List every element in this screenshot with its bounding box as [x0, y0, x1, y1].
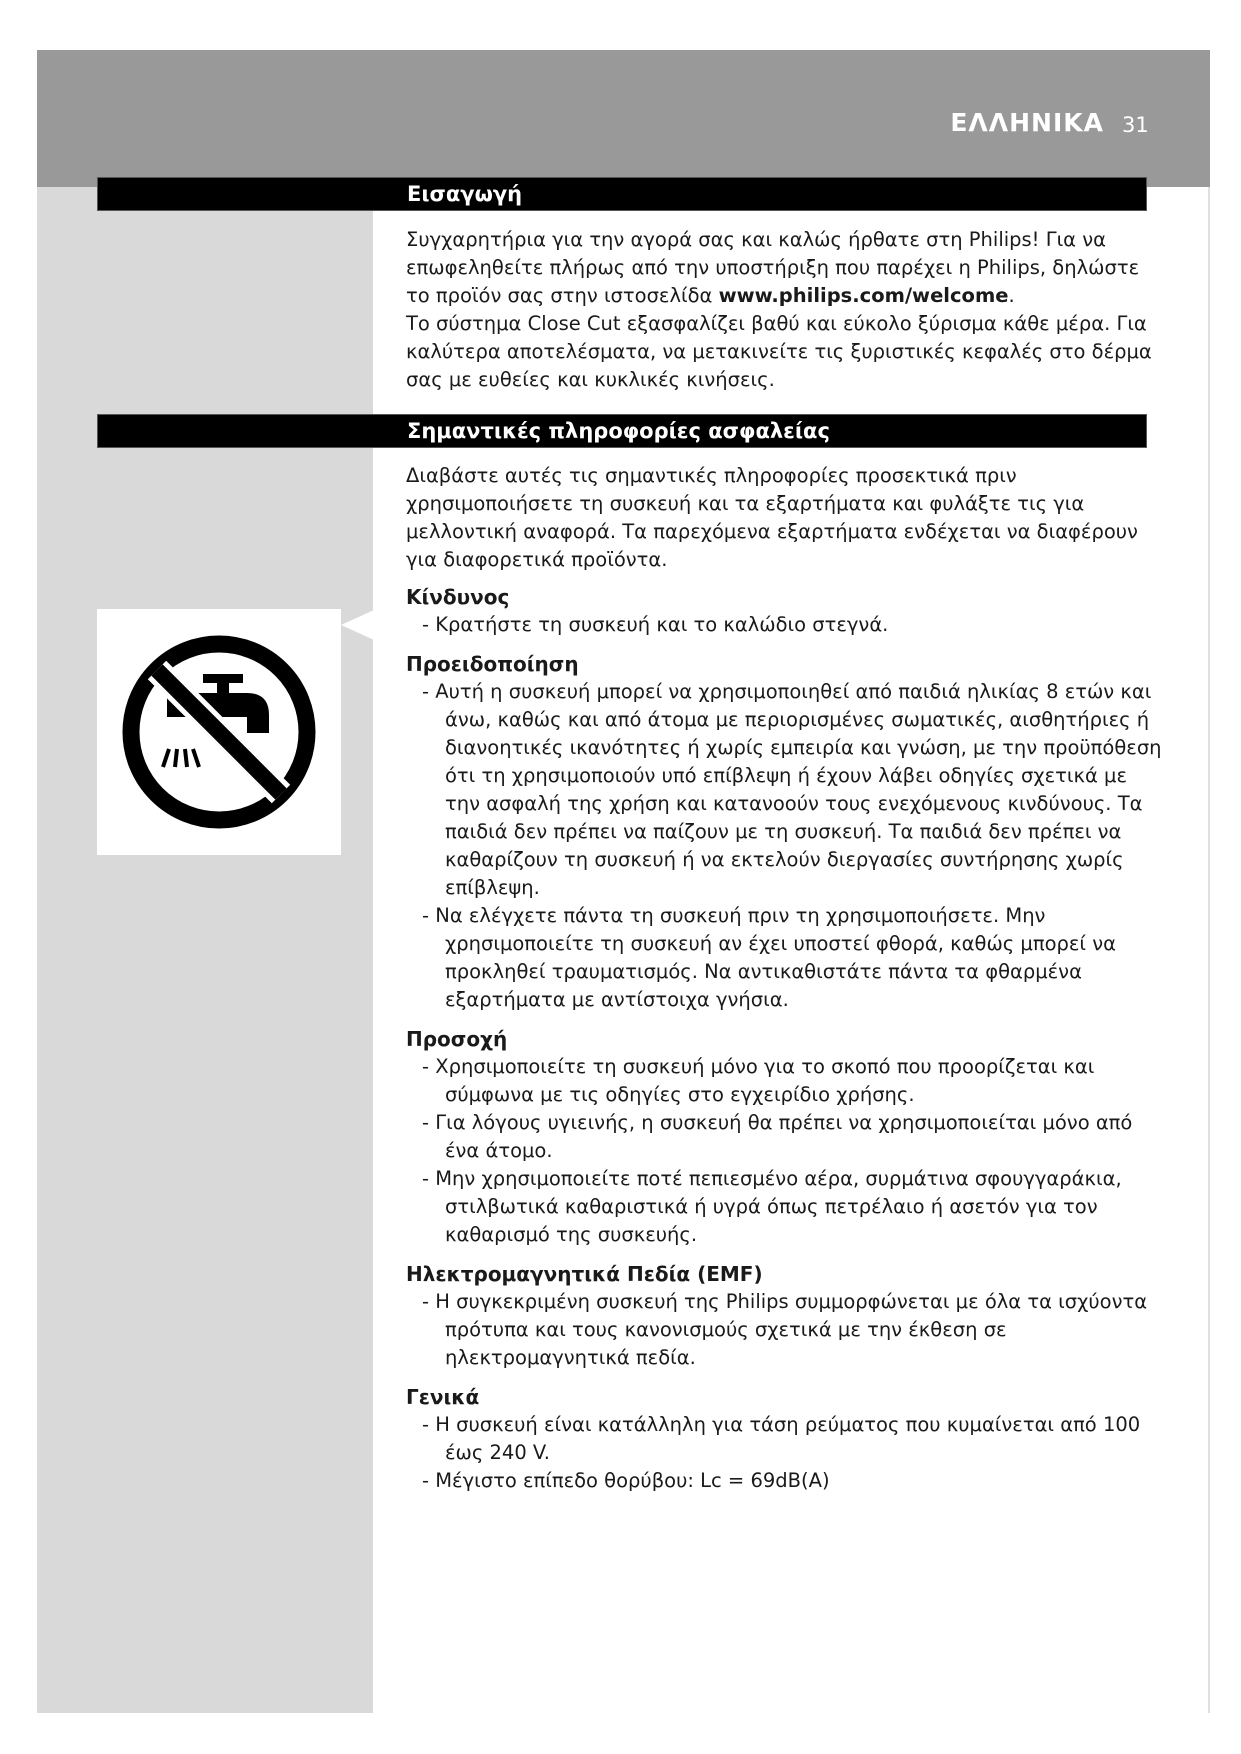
- welcome-link[interactable]: www.philips.com/welcome: [718, 284, 1009, 307]
- section-header-safety: [97, 414, 1147, 448]
- section-header-intro: [97, 177, 1147, 211]
- general-heading: Γενικά: [406, 1385, 480, 1409]
- safety-intro: Διαβάστε αυτές τις σημαντικές πληροφορίες προσεκτικά πριν χρησιμοποιήσετε τη συσκευή και τα εξαρτήματα και φυλάξτε τις για μελλοντική αναφορά. Τα παρεχόμενα εξαρτήματα ενδέχεται να διαφέρουν για διαφορετικά προϊόντα.: [406, 464, 1138, 571]
- no-water-icon-panel: [97, 609, 341, 855]
- danger-item: - Κρατήστε τη συσκευή και το καλώδιο στεγνά.: [422, 613, 889, 636]
- warning-item: - Αυτή η συσκευή μπορεί να χρησιμοποιηθεί από παιδιά ηλικίας 8 ετών και άνω, καθώς και από άτομα με περιορισμένες σωματικές, αισθητήριες ή διανοητικές ικανότητες ή χωρίς εμπειρία και γνώση, με την προϋπόθεση ότι τη χρησιμοποιούν υπό επίβλεψη ή έχουν λάβει οδηγίες σχετικά με την ασφαλή της χρήση και κατανοούν τους ενεχόμενους κινδύνους. Τα παιδιά δεν πρέπει να παίζουν με τη συσκευή. Τα παιδιά δεν πρέπει να καθαρίζουν τη συσκευή ή να εκτελούν διεργασίες συντήρησης χωρίς επίβλεψη.: [422, 680, 1162, 899]
- intro-paragraph-2: Το σύστημα Close Cut εξασφαλίζει βαθύ και εύκολο ξύρισμα κάθε μέρα. Για καλύτερα αποτελέσματα, να μετακινείτε τις ξυριστικές κεφαλές στο δέρμα σας με ευθείες και κυκλικές κινήσεις.: [406, 312, 1152, 391]
- icon-pointer: [341, 610, 374, 640]
- caution-item: - Χρησιμοποιείτε τη συσκευή μόνο για το σκοπό που προορίζεται και σύμφωνα με τις οδηγίες στο εγχειρίδιο χρήσης.: [422, 1055, 1095, 1106]
- warning-heading: Προειδοποίηση: [406, 652, 579, 676]
- no-water-icon: [97, 609, 341, 855]
- intro-text-part: Συγχαρητήρια για την αγορά σας και καλώς ήρθατε στη Philips! Για να επωφεληθείτε πλήρως από την υποστήριξη που παρέχει η Philips, δηλώστε το προϊόν σας στην ιστοσελίδα: [406, 228, 1140, 307]
- language-label: ΕΛΛΗΝΙΚΑ: [950, 108, 1104, 137]
- page-number: 31: [1122, 113, 1149, 137]
- general-item: - Μέγιστο επίπεδο θορύβου: Lc = 69dB(A): [422, 1469, 830, 1492]
- intro-paragraph-1: [406, 226, 1166, 310]
- emf-item: - Η συγκεκριμένη συσκευή της Philips συμμορφώνεται με όλα τα ισχύοντα πρότυπα και τους κανονισμούς σχετικά με την έκθεση σε ηλεκτρομαγνητικά πεδία.: [422, 1290, 1148, 1369]
- danger-heading: Κίνδυνος: [406, 585, 510, 609]
- caution-item: - Για λόγους υγιεινής, η συσκευή θα πρέπει να χρησιμοποιείται μόνο από ένα άτομο.: [422, 1111, 1133, 1162]
- warning-item: - Να ελέγχετε πάντα τη συσκευή πριν τη χρησιμοποιήσετε. Μην χρησιμοποιείτε τη συσκευή αν έχει υποστεί φθορά, καθώς μπορεί να προκληθεί τραυματισμός. Να αντικαθιστάτε πάντα τα φθαρμένα εξαρτήματα με αντίστοιχα γνήσια.: [422, 904, 1116, 1011]
- section-title-intro: Εισαγωγή: [407, 182, 523, 206]
- intro-text: [406, 226, 1166, 394]
- intro-text-end: .: [1008, 284, 1015, 307]
- emf-heading: Ηλεκτρομαγνητικά Πεδία (EMF): [406, 1262, 763, 1286]
- general-item: - Η συσκευή είναι κατάλληλη για τάση ρεύματος που κυμαίνεται από 100 έως 240 V.: [422, 1413, 1141, 1464]
- safety-text: [406, 462, 1166, 1495]
- right-edge-line: [1208, 187, 1210, 1713]
- caution-item: - Μην χρησιμοποιείτε ποτέ πεπιεσμένο αέρα, συρμάτινα σφουγγαράκια, στιλβωτικά καθαριστικά ή υγρά όπως πετρέλαιο ή ασετόν για τον καθαρισμό της συσκευής.: [422, 1167, 1122, 1246]
- section-title-safety: Σημαντικές πληροφορίες ασφαλείας: [407, 419, 830, 443]
- caution-heading: Προσοχή: [406, 1027, 508, 1051]
